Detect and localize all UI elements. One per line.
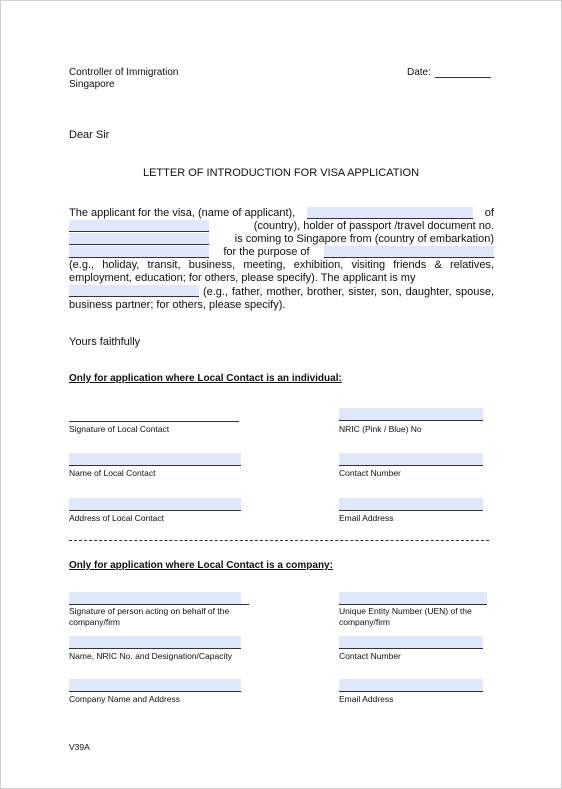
company-signatory-field[interactable] — [69, 592, 241, 604]
applicant-name-field[interactable] — [307, 207, 473, 219]
body-text-6: (e.g., holiday, transit, business, meeting, exhibition, visiting friends & relatives, employment, education; for others, please specify). The applicant is my — [69, 259, 494, 284]
individual-email-field[interactable] — [339, 498, 483, 511]
salutation: Dear Sir — [69, 129, 110, 141]
embarkation-country-field[interactable] — [69, 246, 209, 258]
local-contact-signature-field[interactable] — [69, 421, 239, 422]
addressee-line-2: Singapore — [69, 79, 115, 90]
body-text-4: is coming to Singapore from (country of embarkation) — [234, 233, 494, 245]
uen-field[interactable] — [339, 592, 487, 605]
uen-label: Unique Entity Number (UEN) of the company/firm — [339, 606, 472, 627]
form-code: V39A — [69, 742, 90, 752]
individual-contact-number-label: Contact Number — [339, 468, 401, 478]
date-label: Date: — [407, 67, 431, 78]
body-text-1: The applicant for the visa, (name of applicant), — [69, 207, 296, 219]
local-contact-name-field[interactable] — [69, 453, 241, 466]
signatory-details-label: Name, NRIC No. and Designation/Capacity — [69, 651, 232, 661]
company-signatory-line — [69, 604, 249, 605]
body-text-2: of — [484, 207, 494, 219]
country-field[interactable] — [69, 220, 209, 232]
company-contact-number-label: Contact Number — [339, 651, 401, 661]
body-text-3: (country), holder of passport /travel document no. — [253, 220, 494, 232]
signatory-details-field[interactable] — [69, 636, 241, 649]
body-text-7: (e.g., father, mother, brother, sister, son, daughter, spouse, business partner; for others, please specify). — [69, 286, 494, 311]
nric-label: NRIC (Pink / Blue) No — [339, 424, 422, 434]
local-contact-name-label: Name of Local Contact — [69, 468, 156, 478]
individual-section-heading: Only for application where Local Contact is an individual: — [69, 373, 342, 384]
local-contact-address-field[interactable] — [69, 498, 241, 511]
addressee-line-1: Controller of Immigration — [69, 67, 179, 78]
passport-no-field[interactable] — [69, 233, 209, 245]
company-email-label: Email Address — [339, 694, 394, 704]
individual-email-label: Email Address — [339, 513, 394, 523]
letter-title: LETTER OF INTRODUCTION FOR VISA APPLICATION — [142, 167, 420, 179]
body-text-5: for the purpose of — [223, 246, 310, 258]
company-contact-number-field[interactable] — [339, 636, 483, 649]
purpose-field[interactable] — [324, 246, 494, 258]
relationship-field[interactable] — [69, 285, 199, 297]
body-paragraph — [69, 207, 494, 312]
date-field[interactable] — [435, 77, 491, 78]
nric-field[interactable] — [339, 408, 483, 421]
company-section-heading: Only for application where Local Contact is a company: — [69, 560, 333, 571]
local-contact-signature-label: Signature of Local Contact — [69, 424, 170, 434]
company-name-address-field[interactable] — [69, 679, 241, 692]
closing: Yours faithfully — [69, 336, 141, 348]
section-divider — [69, 540, 489, 541]
company-name-address-label: Company Name and Address — [69, 694, 181, 704]
company-signatory-label: Signature of person acting on behalf of the company/firm — [69, 606, 230, 627]
local-contact-address-label: Address of Local Contact — [69, 513, 164, 523]
individual-contact-number-field[interactable] — [339, 453, 483, 466]
company-email-field[interactable] — [339, 679, 483, 692]
